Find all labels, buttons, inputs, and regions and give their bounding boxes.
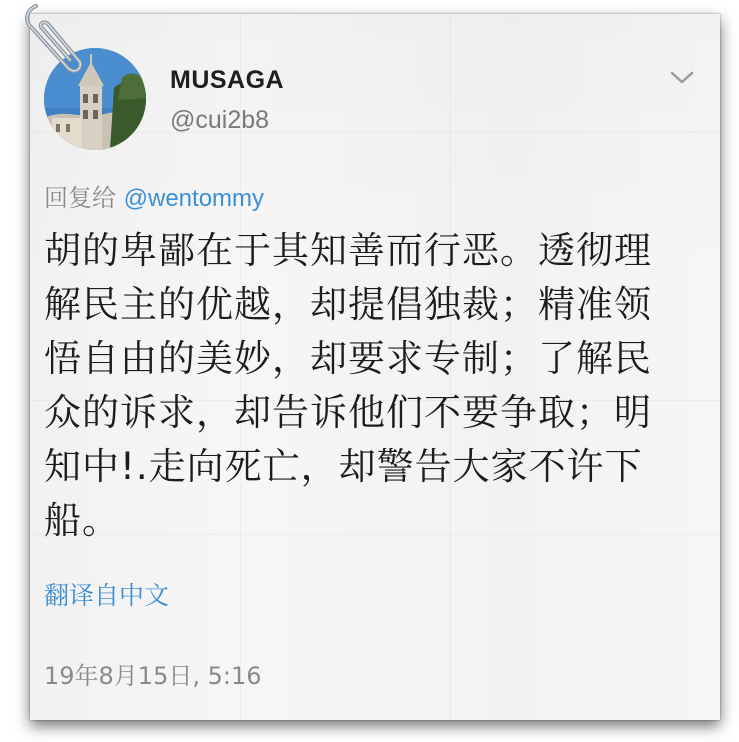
chevron-down-icon[interactable] bbox=[668, 68, 696, 88]
translate-link[interactable]: 翻译自中文 bbox=[44, 581, 170, 610]
paperclip-icon bbox=[18, 0, 88, 80]
reply-prefix: 回复给 bbox=[44, 184, 124, 212]
tweet-text: 胡的卑鄙在于其知善而行恶。透彻理解民主的优越，却提倡独裁；精准领悟自由的美妙，却要求专制；了解民众的诉求，却告诉他们不要争取；明知中!.走向死亡，却警告大家不许下船。 bbox=[44, 229, 652, 542]
reply-to-line bbox=[44, 178, 264, 213]
display-name[interactable]: MUSAGA bbox=[170, 66, 285, 94]
reply-mention-link[interactable]: @wentommy bbox=[123, 185, 265, 212]
user-handle[interactable]: @cui2b8 bbox=[170, 106, 270, 134]
tweet-timestamp: 19年8月15日, 5:16 bbox=[44, 662, 262, 690]
